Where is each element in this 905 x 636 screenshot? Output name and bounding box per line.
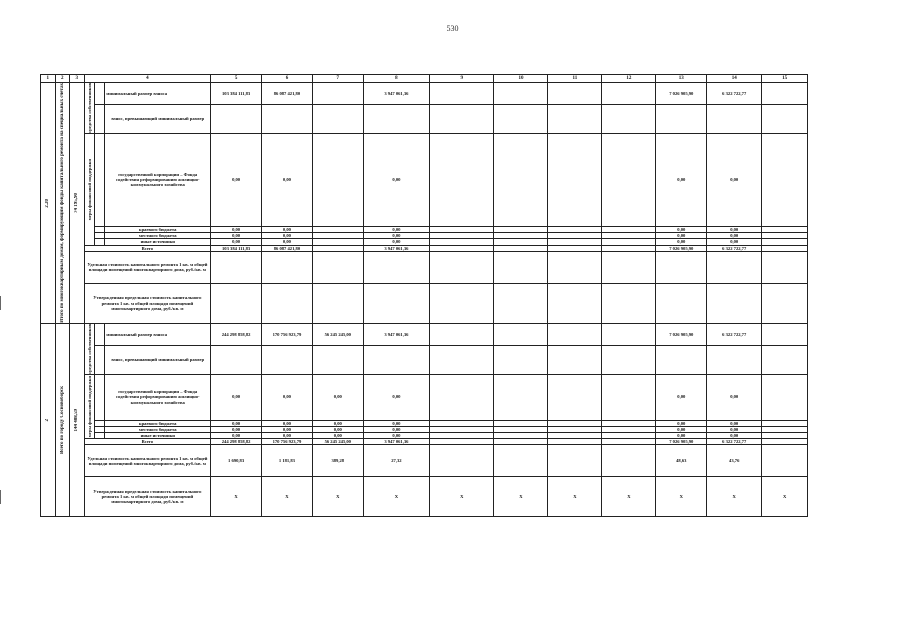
value-cell xyxy=(430,374,494,420)
support-group-cell xyxy=(84,374,94,439)
column-number: 10 xyxy=(494,75,548,83)
value-cell: 0,00 xyxy=(211,420,262,426)
value-cell: X xyxy=(312,477,363,517)
block2-col2-cell xyxy=(55,323,70,517)
value-cell xyxy=(548,323,602,345)
value-cell xyxy=(762,251,808,283)
value-cell xyxy=(494,133,548,226)
value-cell: 6 322 722,77 xyxy=(707,83,762,105)
value-cell: X xyxy=(602,477,656,517)
block1-col3-cell xyxy=(70,83,85,324)
spacer-cell xyxy=(94,374,104,420)
value-cell: X xyxy=(656,477,707,517)
value-cell: 0,00 xyxy=(363,133,429,226)
value-cell: 0,00 xyxy=(656,426,707,432)
page-number: 530 xyxy=(446,24,459,33)
value-cell xyxy=(602,104,656,133)
value-cell: 0,00 xyxy=(363,233,429,239)
row-label: минимальный размер взноса xyxy=(105,83,211,105)
value-cell: 0,00 xyxy=(656,233,707,239)
column-number: 5 xyxy=(211,75,262,83)
value-cell: 86 087 421,80 xyxy=(262,83,313,105)
value-cell: 0,00 xyxy=(363,374,429,420)
value-cell: X xyxy=(707,477,762,517)
block2-col1-cell xyxy=(41,323,56,517)
row-label: минимальный размер взноса xyxy=(105,323,211,345)
value-cell: 6 322 722,77 xyxy=(707,245,762,251)
row-label: Утвержденная предельная стоимость капитального ремонта 1 кв. м общей площади помещений многоквартирного дома, руб./кв. м xyxy=(84,283,211,323)
value-cell xyxy=(211,345,262,374)
value-cell: 3 947 061,36 xyxy=(363,323,429,345)
value-cell: 0,00 xyxy=(312,374,363,420)
value-cell xyxy=(363,345,429,374)
value-cell xyxy=(602,345,656,374)
value-cell xyxy=(363,104,429,133)
column-number: 14 xyxy=(707,75,762,83)
row-label: взнос, превышающий минимальный размер xyxy=(105,345,211,374)
value-cell: 56 245 245,00 xyxy=(312,323,363,345)
value-cell xyxy=(762,83,808,105)
row-label: Всего xyxy=(84,439,211,445)
funds-group-cell xyxy=(84,323,94,374)
value-cell: X xyxy=(762,477,808,517)
value-cell: 7 026 905,90 xyxy=(656,245,707,251)
row-label: иные источники xyxy=(105,432,211,438)
funds-group-label: средства собственников xyxy=(86,83,92,133)
value-cell: 0,00 xyxy=(707,420,762,426)
value-cell: 0,00 xyxy=(707,374,762,420)
value-cell: 0,00 xyxy=(656,420,707,426)
value-cell: 0,00 xyxy=(211,226,262,232)
value-cell xyxy=(602,283,656,323)
value-cell xyxy=(656,345,707,374)
margin-tick-top xyxy=(0,296,1,310)
row-label: взнос, превышающий минимальный размер xyxy=(105,104,211,133)
row-label: государственной корпорации – Фонда содействия реформированию жилищно-коммунального хозяйства xyxy=(105,133,211,226)
value-cell xyxy=(602,133,656,226)
value-cell: 0,00 xyxy=(312,432,363,438)
column-number: 2 xyxy=(55,75,70,83)
value-cell: 0,00 xyxy=(363,426,429,432)
value-cell: 103 384 111,83 xyxy=(211,83,262,105)
value-cell: 0,00 xyxy=(262,133,313,226)
value-cell xyxy=(602,323,656,345)
column-number: 8 xyxy=(363,75,429,83)
value-cell: X xyxy=(548,477,602,517)
block1-col2-text: Итого по многоквартирным домам, формирующим фонды капитального ремонта на специальных счетах xyxy=(59,83,65,323)
column-number: 1 xyxy=(41,75,56,83)
column-number: 11 xyxy=(548,75,602,83)
capital-repair-table xyxy=(40,74,808,517)
value-cell: 0,00 xyxy=(363,239,429,245)
row-label: Всего xyxy=(84,245,211,251)
table-row xyxy=(41,83,808,105)
row-label: краевого бюджета xyxy=(105,420,211,426)
value-cell xyxy=(762,345,808,374)
value-cell xyxy=(494,323,548,345)
value-cell xyxy=(262,251,313,283)
value-cell xyxy=(762,323,808,345)
value-cell: 0,00 xyxy=(262,432,313,438)
value-cell xyxy=(762,283,808,323)
row-label: Удельная стоимость капитального ремонта 1 кв. м общей площади помещений многоквартирного дома, руб./кв. м xyxy=(84,445,211,477)
column-number: 12 xyxy=(602,75,656,83)
table-row xyxy=(41,104,808,133)
value-cell: 7 026 905,90 xyxy=(656,83,707,105)
value-cell: 0,00 xyxy=(707,432,762,438)
value-cell xyxy=(548,374,602,420)
value-cell xyxy=(494,374,548,420)
value-cell: 0,00 xyxy=(262,239,313,245)
column-number: 13 xyxy=(656,75,707,83)
support-group-label: меры финансовой поддержки xyxy=(86,158,92,220)
value-cell: 0,00 xyxy=(211,374,262,420)
value-cell: 0,00 xyxy=(363,420,429,426)
value-cell xyxy=(656,104,707,133)
value-cell xyxy=(211,251,262,283)
value-cell xyxy=(548,283,602,323)
value-cell xyxy=(548,83,602,105)
value-cell xyxy=(363,251,429,283)
block1-col3-text: 74 195,90 xyxy=(74,192,80,213)
spacer-cell xyxy=(94,133,104,226)
value-cell: 0,00 xyxy=(211,233,262,239)
value-cell xyxy=(602,374,656,420)
value-cell xyxy=(262,283,313,323)
value-cell xyxy=(312,251,363,283)
value-cell xyxy=(494,251,548,283)
table-row xyxy=(41,323,808,345)
support-group-label: меры финансовой поддержки xyxy=(86,375,92,437)
table-row xyxy=(41,374,808,420)
value-cell: 0,00 xyxy=(656,432,707,438)
value-cell: 0,00 xyxy=(656,133,707,226)
spacer-cell xyxy=(94,323,104,345)
value-cell xyxy=(548,133,602,226)
value-cell: 0,00 xyxy=(707,239,762,245)
value-cell xyxy=(430,83,494,105)
table-row xyxy=(41,283,808,323)
value-cell xyxy=(548,345,602,374)
row-label: краевого бюджета xyxy=(105,226,211,232)
block2-col1-text: 2 xyxy=(45,418,51,422)
value-cell: 0,00 xyxy=(363,432,429,438)
table-row xyxy=(41,445,808,477)
value-cell xyxy=(211,104,262,133)
value-cell xyxy=(494,104,548,133)
value-cell xyxy=(211,283,262,323)
row-label: местного бюджета xyxy=(105,426,211,432)
value-cell xyxy=(430,104,494,133)
value-cell: 170 756 923,79 xyxy=(262,323,313,345)
value-cell: 0,00 xyxy=(211,426,262,432)
funds-group-cell xyxy=(84,83,94,134)
value-cell: 170 756 923,79 xyxy=(262,439,313,445)
table-row xyxy=(41,477,808,517)
value-cell: 86 087 421,80 xyxy=(262,245,313,251)
column-number: 3 xyxy=(70,75,85,83)
value-cell: X xyxy=(494,477,548,517)
value-cell: 27,32 xyxy=(363,445,429,477)
value-cell: 0,00 xyxy=(707,426,762,432)
value-cell xyxy=(363,283,429,323)
value-cell: 3 947 061,36 xyxy=(363,83,429,105)
spacer-cell xyxy=(94,345,104,374)
column-number-row xyxy=(41,75,808,83)
column-number: 15 xyxy=(762,75,808,83)
value-cell xyxy=(430,251,494,283)
value-cell: 0,00 xyxy=(707,133,762,226)
value-cell xyxy=(762,104,808,133)
value-cell: 3 947 061,36 xyxy=(363,439,429,445)
value-cell: 0,00 xyxy=(707,226,762,232)
value-cell: 1 181,83 xyxy=(262,445,313,477)
value-cell xyxy=(602,445,656,477)
value-cell: 0,00 xyxy=(262,233,313,239)
block2-col3-text: 144 488,59 xyxy=(74,408,80,432)
value-cell: 0,00 xyxy=(656,239,707,245)
value-cell: 244 298 858,82 xyxy=(211,439,262,445)
value-cell: 0,00 xyxy=(312,420,363,426)
value-cell xyxy=(430,445,494,477)
value-cell xyxy=(602,83,656,105)
value-cell xyxy=(494,345,548,374)
value-cell: X xyxy=(211,477,262,517)
value-cell: X xyxy=(363,477,429,517)
block2-col3-cell xyxy=(70,323,85,517)
support-group-cell xyxy=(84,133,94,245)
value-cell: 3 947 061,36 xyxy=(363,245,429,251)
value-cell: 1 690,83 xyxy=(211,445,262,477)
value-cell: 0,00 xyxy=(262,426,313,432)
value-cell xyxy=(762,374,808,420)
value-cell xyxy=(494,445,548,477)
block1-col2-cell xyxy=(55,83,70,324)
value-cell: 389,28 xyxy=(312,445,363,477)
value-cell xyxy=(707,104,762,133)
value-cell xyxy=(430,345,494,374)
value-cell: 0,00 xyxy=(707,233,762,239)
value-cell xyxy=(602,251,656,283)
column-number: 9 xyxy=(430,75,494,83)
table-row xyxy=(41,133,808,226)
value-cell xyxy=(312,133,363,226)
value-cell: X xyxy=(262,477,313,517)
value-cell: 0,00 xyxy=(656,226,707,232)
value-cell: 0,00 xyxy=(262,226,313,232)
value-cell: 56 245 245,00 xyxy=(312,439,363,445)
value-cell xyxy=(262,345,313,374)
value-cell xyxy=(312,104,363,133)
column-number: 4 xyxy=(84,75,211,83)
value-cell xyxy=(430,323,494,345)
value-cell xyxy=(494,283,548,323)
value-cell xyxy=(707,345,762,374)
block1-col1-text: 2.20 xyxy=(45,198,51,208)
block2-col2-text: Всего по городу Сосновоборск xyxy=(59,386,65,455)
value-cell xyxy=(430,283,494,323)
value-cell: 0,00 xyxy=(262,374,313,420)
value-cell xyxy=(762,133,808,226)
value-cell: 0,00 xyxy=(312,426,363,432)
value-cell: 0,00 xyxy=(211,432,262,438)
row-label: государственной корпорации – Фонда содействия реформированию жилищно-коммунального хозяйства xyxy=(105,374,211,420)
table-row xyxy=(41,345,808,374)
value-cell: 0,00 xyxy=(262,420,313,426)
value-cell: 103 384 111,83 xyxy=(211,245,262,251)
row-label: Удельная стоимость капитального ремонта 1 кв. м общей площади помещений многоквартирного дома, руб./кв. м xyxy=(84,251,211,283)
table-row xyxy=(41,251,808,283)
value-cell: 0,00 xyxy=(211,133,262,226)
value-cell xyxy=(707,283,762,323)
value-cell xyxy=(656,251,707,283)
spacer-cell xyxy=(94,104,104,133)
value-cell xyxy=(656,283,707,323)
value-cell: 48,63 xyxy=(656,445,707,477)
value-cell: 6 322 722,77 xyxy=(707,323,762,345)
value-cell: 7 026 905,90 xyxy=(656,439,707,445)
value-cell: 0,00 xyxy=(211,239,262,245)
row-label: местного бюджета xyxy=(105,233,211,239)
value-cell xyxy=(430,133,494,226)
value-cell xyxy=(548,445,602,477)
value-cell xyxy=(548,104,602,133)
row-label: иные источники xyxy=(105,239,211,245)
spacer-cell xyxy=(94,83,104,105)
margin-tick-bottom xyxy=(0,490,1,504)
value-cell xyxy=(494,83,548,105)
column-number: 7 xyxy=(312,75,363,83)
value-cell: 43,76 xyxy=(707,445,762,477)
value-cell: 0,00 xyxy=(363,226,429,232)
funds-group-label: средства собственников xyxy=(86,323,92,374)
row-label: Утвержденная предельная стоимость капитального ремонта 1 кв. м общей площади помещений многоквартирного дома, руб./кв. м xyxy=(84,477,211,517)
block1-col1-cell xyxy=(41,83,56,324)
value-cell: 244 298 858,82 xyxy=(211,323,262,345)
value-cell: 0,00 xyxy=(656,374,707,420)
value-cell xyxy=(312,283,363,323)
value-cell xyxy=(762,445,808,477)
value-cell: X xyxy=(430,477,494,517)
value-cell xyxy=(707,251,762,283)
column-number: 6 xyxy=(262,75,313,83)
value-cell: 6 322 722,77 xyxy=(707,439,762,445)
value-cell xyxy=(262,104,313,133)
value-cell: 7 026 905,90 xyxy=(656,323,707,345)
value-cell xyxy=(312,345,363,374)
value-cell xyxy=(548,251,602,283)
value-cell xyxy=(312,83,363,105)
